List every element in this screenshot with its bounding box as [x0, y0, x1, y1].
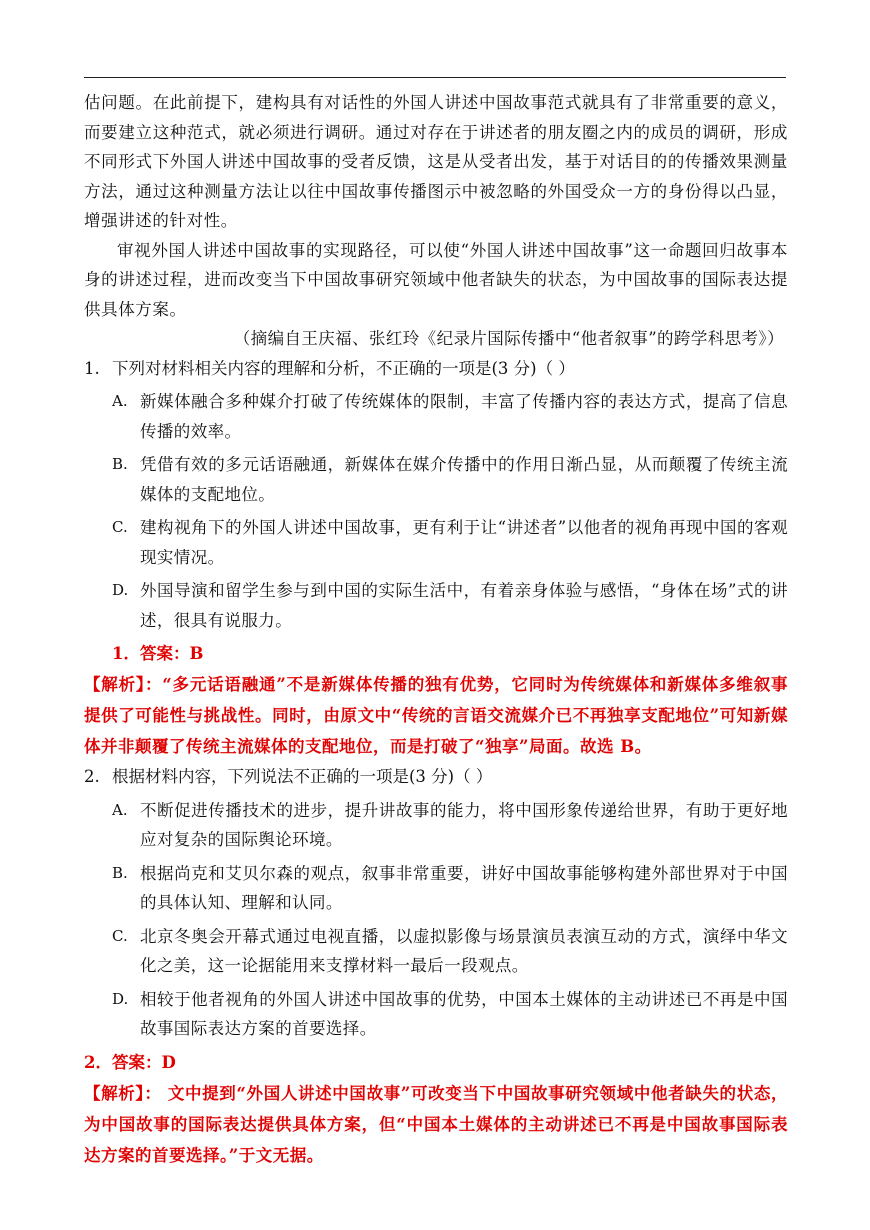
question-text: 根据材料内容，下列说法不正确的一项是(3 分)（ ）: [112, 767, 493, 786]
passage-paragraph-1: 估问题。在此前提下，建构具有对话性的外国人讲述中国故事范式就具有了非常重要的意义，而要建立这种范式，就必须进行调研。通过对存在于讲述者的朋友圈之内的成员的调研，形成不同形式下外国人讲述中国故事的受者反馈，这是从受者出发，基于对话目的的传播效果测量方法，通过这种测量方法让以往中国故事传播图示中被忽略的外国受众一方的身份得以凸显，增强讲述的针对性。: [84, 93, 788, 230]
question-1-option-b: [112, 450, 788, 509]
option-text: 不断促进传播技术的进步，提升讲故事的能力，将中国形象传递给世界，有助于更好地应对复杂的国际舆论环境。: [140, 800, 788, 849]
option-letter: D.: [112, 581, 129, 599]
option-letter: C.: [112, 926, 128, 945]
option-text: 建构视角下的外国人讲述中国故事，更有利于让“讲述者”以他者的视角再现中国的客观现实情况。: [140, 518, 788, 567]
question-1-analysis: 【解析】：“多元话语融通”不是新媒体传播的独有优势，它同时为传统媒体和新媒体多维叙事提供了可能性与挑战性。同时，由原文中“传统的言语交流媒介已不再独享支配地位”可知新媒体并非颠覆了传统主流媒体的支配地位，而是打破了“独享”局面。故选 B。: [84, 675, 788, 756]
option-letter: C.: [112, 518, 128, 536]
question-2-stem: [84, 762, 788, 792]
question-2-analysis: 【解析】： 文中提到“外国人讲述中国故事”可改变当下中国故事研究领域中他者缺失的状态，为中国故事的国际表达提供具体方案，但“中国本土媒体的主动讲述已不再是中国故事国际表达方案的首要选择。”于文无据。: [84, 1083, 788, 1165]
option-text: 新媒体融合多种媒介打破了传统媒体的限制，丰富了传播内容的表达方式，提高了信息传播的效率。: [140, 392, 788, 441]
passage-source: （摘编自王庆福、张红玲《纪录片国际传播中“他者叙事”的跨学科思考》）: [233, 329, 784, 348]
question-1-stem: [84, 354, 788, 384]
option-letter: A.: [112, 800, 128, 819]
question-2-option-a: [112, 796, 788, 855]
document-body: [84, 88, 788, 1171]
question-2-answer: 2．答案：D: [84, 1052, 176, 1072]
question-number: 2.: [84, 767, 100, 786]
passage-paragraph-2: 审视外国人讲述中国故事的实现路径，可以使“外国人讲述中国故事”这一命题回归故事本身的讲述过程，进而改变当下中国故事研究领域中他者缺失的状态，为中国故事的国际表达提供具体方案。: [84, 240, 788, 319]
question-2-option-d: [112, 985, 788, 1044]
question-1-option-a: [112, 387, 788, 446]
option-letter: B.: [112, 863, 128, 882]
header-rule: [84, 77, 786, 78]
question-2-option-b: [112, 859, 788, 918]
option-text: 凭借有效的多元话语融通，新媒体在媒介传播中的作用日渐凸显，从而颠覆了传统主流媒体的支配地位。: [140, 455, 788, 504]
option-text: 相较于他者视角的外国人讲述中国故事的优势，中国本土媒体的主动讲述已不再是中国故事国际表达方案的首要选择。: [140, 989, 788, 1038]
option-text: 北京冬奥会开幕式通过电视直播，以虚拟影像与场景演员表演互动的方式，演绎中华文化之美，这一论据能用来支撑材料一最后一段观点。: [140, 926, 788, 975]
question-1-answer: 1．答案：B: [112, 644, 204, 663]
question-1-option-d: [112, 576, 788, 635]
option-text: 外国导演和留学生参与到中国的实际生活中，有着亲身体验与感悟，“身体在场”式的讲述，很具有说服力。: [140, 581, 788, 630]
option-letter: D.: [112, 989, 129, 1008]
option-letter: B.: [112, 455, 128, 473]
question-1-option-c: [112, 513, 788, 572]
option-text: 根据尚克和艾贝尔森的观点，叙事非常重要，讲好中国故事能够构建外部世界对于中国的具体认知、理解和认同。: [140, 863, 788, 912]
question-text: 下列对材料相关内容的理解和分析，不正确的一项是(3 分)（ ）: [112, 358, 575, 378]
question-2-option-c: [112, 922, 788, 981]
question-number: 1.: [84, 358, 100, 378]
option-letter: A.: [112, 392, 128, 410]
